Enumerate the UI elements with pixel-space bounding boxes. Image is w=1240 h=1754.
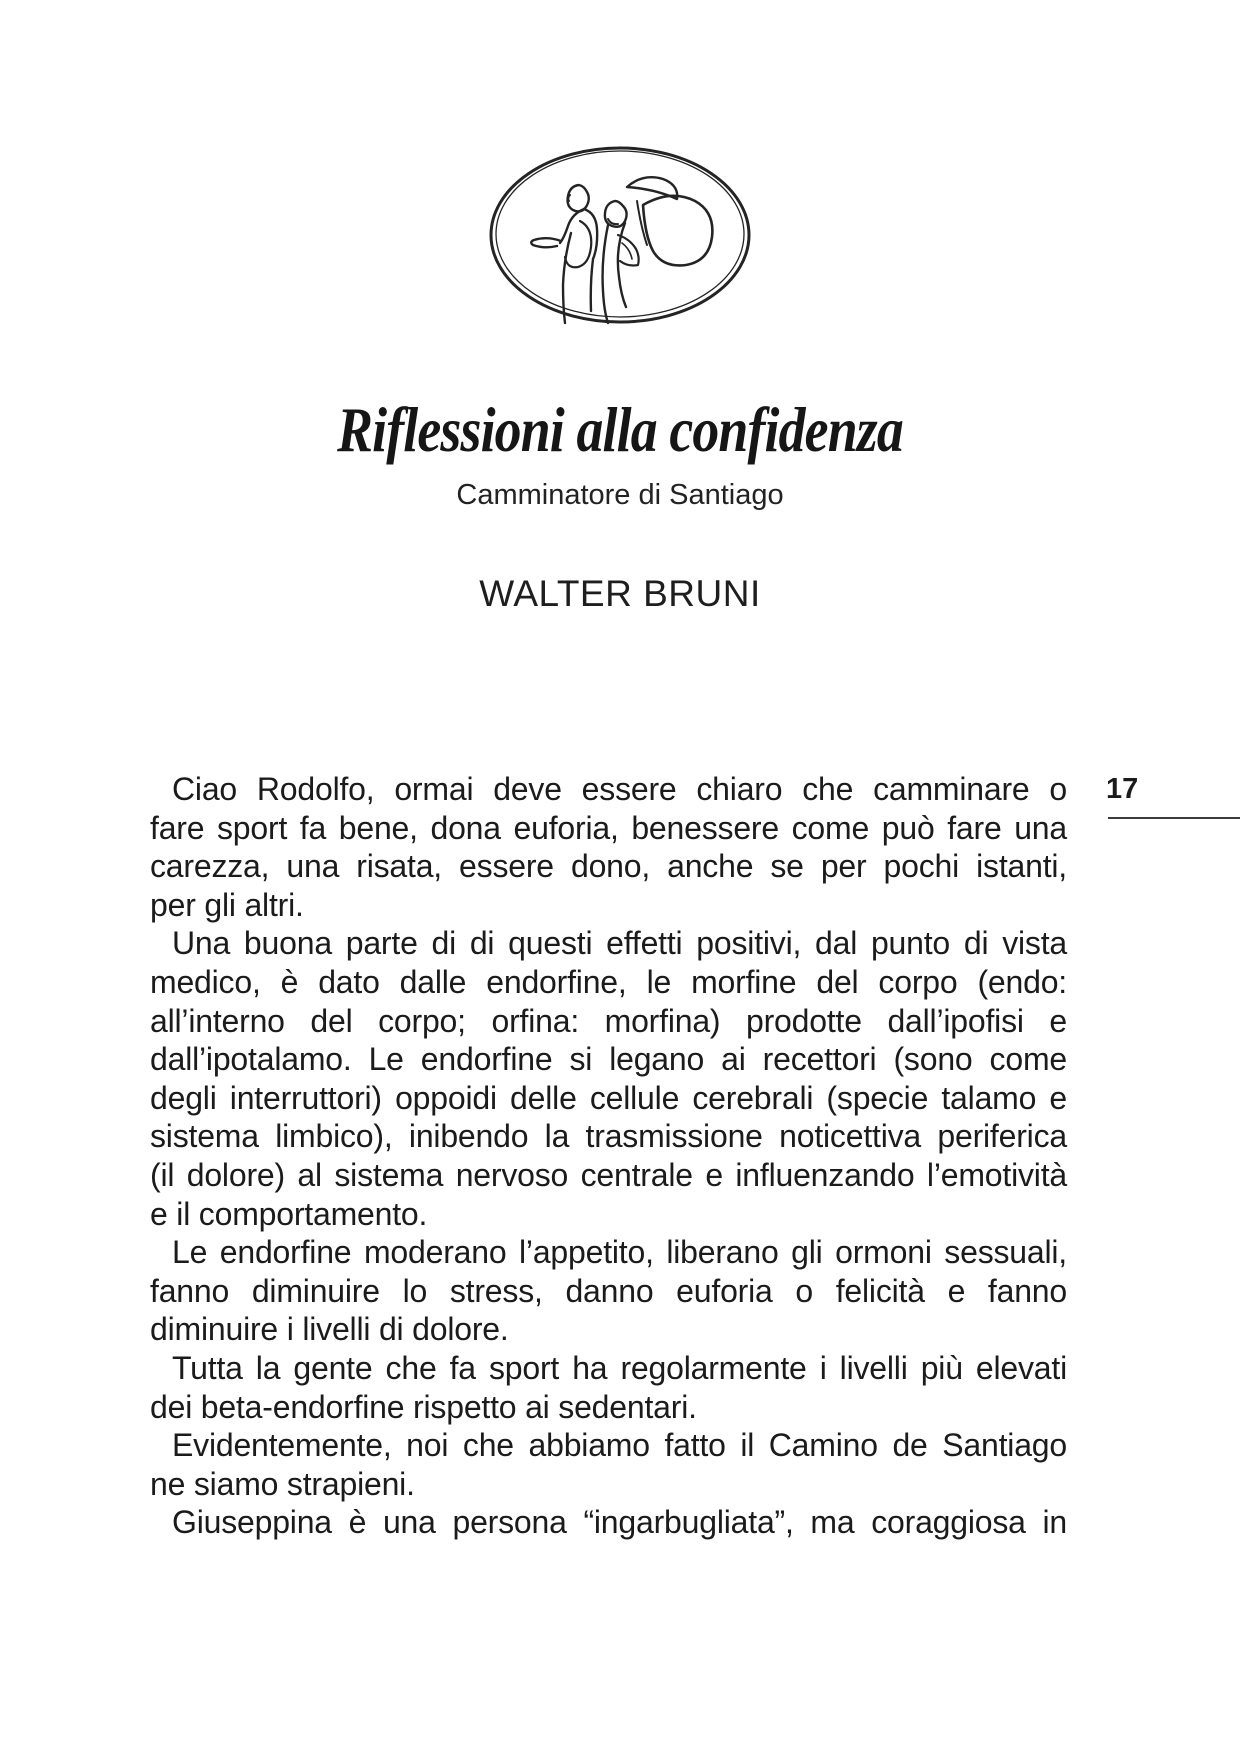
body-line: Ciao Rodolfo, ormai deve essere chiaro che camminare o xyxy=(172,771,1067,807)
body-line: fanno diminuire lo stress, danno euforia o felicità e fanno xyxy=(150,1272,1067,1309)
body-line: Le endorfine moderano l’appetito, liberano gli ormoni sessuali, xyxy=(172,1234,1067,1271)
body-line: degli interruttori) oppoidi delle cellule cerebrali (specie talamo e xyxy=(150,1079,1067,1116)
body-line: per gli altri. xyxy=(150,886,304,923)
body-line: sistema limbico), inibendo la trasmissione noticettiva periferica xyxy=(150,1118,1067,1155)
author-name: WALTER BRUNI xyxy=(479,573,761,614)
body-line: dei beta-endorfine rispetto ai sedentari. xyxy=(150,1388,697,1425)
body-line: medico, è dato dalle endorfine, le morfine del corpo (endo: xyxy=(150,963,1067,1000)
body-line: Una buona parte di di questi effetti positivi, dal punto di vista xyxy=(172,925,1067,962)
page-number-rule xyxy=(1108,817,1240,819)
page-title: Riflessioni alla confidenza xyxy=(337,394,903,465)
body-line: ne siamo strapieni. xyxy=(150,1465,415,1502)
body-line: (il dolore) al sistema nervoso centrale e influenzando l’emotività xyxy=(150,1156,1067,1193)
body-line: diminuire i livelli di dolore. xyxy=(150,1311,509,1348)
page-subtitle: Camminatore di Santiago xyxy=(456,479,784,511)
body-line: Evidentemente, noi che abbiamo fatto il Camino de Santiago xyxy=(172,1427,1067,1464)
pilgrims-emblem-icon xyxy=(487,143,753,329)
body-line: fare sport fa bene, dona euforia, benessere come può fare una xyxy=(150,809,1067,846)
body-text xyxy=(150,770,1067,1542)
body-line: e il comportamento. xyxy=(150,1195,428,1232)
body-line: dall’ipotalamo. Le endorfine si legano ai recettori (sono come xyxy=(150,1041,1067,1078)
page-number: 17 xyxy=(1106,773,1139,805)
body-line: carezza, una risata, essere dono, anche se per pochi istanti, xyxy=(150,848,1067,885)
body-line: Giuseppina è una persona “ingarbugliata”, ma coraggiosa in xyxy=(172,1504,1067,1541)
body-line: all’interno del corpo; orfina: morfina) prodotte dall’ipofisi e xyxy=(150,1002,1067,1039)
body-line: Tutta la gente che fa sport ha regolarmente i livelli più elevati xyxy=(172,1349,1067,1386)
